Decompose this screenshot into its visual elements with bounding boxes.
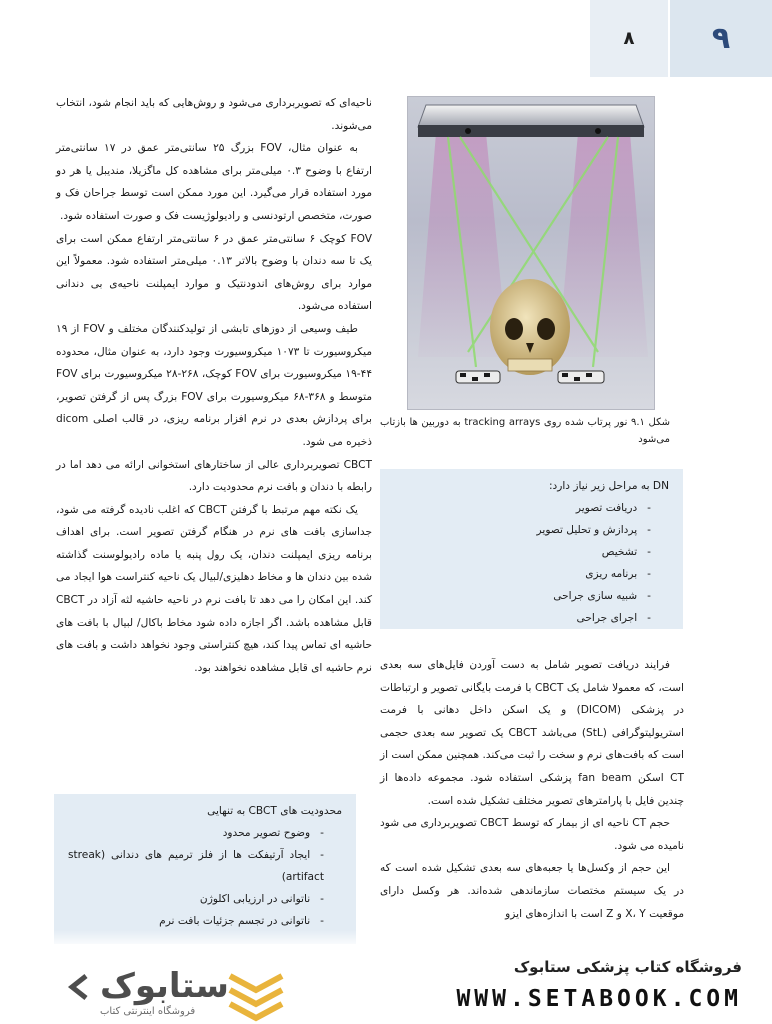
steps-list xyxy=(394,497,669,629)
limits-box-title: محدودیت های CBCT به تنهایی xyxy=(207,805,342,817)
list-item: - اجرای جراحی xyxy=(394,607,651,629)
book-stack-logo-icon xyxy=(226,966,286,1022)
setabook-logo xyxy=(60,964,300,1024)
paragraph: FOV کوچک ۶ سانتی‌متر عمق در ۶ سانتی‌متر ارتفاع ممکن است برای یک تا سه دندان با وضوح بالاتر ۰.۱۳ میلی‌متر استفاده شود. معمولاً این موارد برای روش‌های اندودنتیک و موارد ایمپلنت ناحیه‌ی بی دندانی استفاده می‌شود. xyxy=(56,232,373,313)
list-item: - شبیه سازی جراحی xyxy=(394,585,651,607)
tracking-figure-image xyxy=(407,96,655,410)
list-item: - وضوح تصویر محدود xyxy=(68,822,324,844)
list-item: - دریافت تصویر xyxy=(394,497,651,519)
paragraph: حجم CT ناحیه ای از بیمار که توسط CBCT تصویربرداری می شود نامیده می شود. xyxy=(380,817,684,852)
list-item: - برنامه ریزی xyxy=(394,563,651,585)
paragraph: طیف وسیعی از دوزهای تابشی از تولیدکنندگان مختلف و FOV از ۱۹ میکروسیورت تا ۱۰۷۳ میکروسیورت وجود دارد، به عنوان مثال، محدوده ۴۴-۱۹ میکروسیورت برای FOV کوچک، ۲۶۸-۲۸ میکروسیورت برای FOV متوسط و ۳۶۸-۶۸ میکروسیورت برای FOV بزرگ پس از گرفتن تصویر، برای پردازش بعدی در نرم افزار برنامه ریزی، در قالب اصلی dicom ذخیره می شود. xyxy=(56,322,373,448)
limitations-list xyxy=(68,822,342,932)
cbct-limitations-box xyxy=(54,794,356,944)
figure-caption: شکل ۹.۱ نور پرتاب شده روی tracking arrays به دوربین ها بازتاب می‌شود xyxy=(380,417,671,445)
logo-subtitle: فروشگاه اینترنتی کتاب xyxy=(100,1006,196,1017)
chevron-left-icon xyxy=(64,972,94,1002)
paragraph: به عنوان مثال، FOV بزرگ ۲۵ سانتی‌متر عمق در ۱۷ سانتی‌متر ارتفاع با وضوح ۰.۳ میلی‌متر برای مشاهده کل ماگزیلا، مندیبل یا هر دو مورد استفاده قرار می‌گیرد. این مورد ممکن است توسط جراحان فک و صورت، متخصص ارتودنسی و رادیولوژیست فک و صورت استفاده شود. xyxy=(56,142,372,222)
skull-tracking-illustration xyxy=(408,97,654,409)
list-item: - پردازش و تحلیل تصویر xyxy=(394,519,651,541)
page-number-right: ۹ xyxy=(670,0,772,77)
list-item: - ایجاد آرتیفکت ها از فلز ترمیم های دندانی (streak artifact) xyxy=(68,844,324,888)
page-header-strip xyxy=(0,0,588,77)
left-text-column xyxy=(380,654,684,925)
logo-wordmark: ستابوک xyxy=(100,966,229,1006)
list-item: - تشخیص xyxy=(394,541,651,563)
right-text-column xyxy=(56,92,372,679)
list-item: - ناتوانی در تجسم جزئیات بافت نرم xyxy=(68,910,324,932)
page-number-left: ۸ xyxy=(590,0,668,77)
store-name: فروشگاه کتاب پزشکی ستابوک xyxy=(513,958,742,976)
steps-box xyxy=(380,469,683,629)
paragraph: یک نکته مهم مرتبط با گرفتن CBCT که اغلب نادیده گرفته می شود، جداسازی بافت های نرم در هنگام گرفتن تصویر است. برای اهداف برنامه ریزی ایمپلنت دندان، یک رول پنبه یا ماده رادیولوسنت گذاشته شده بین دندان ها و مخاط دهلیزی/لبیال یک ناحیه کنتراست هوا ایجاد می کند. این امکان را می دهد تا بافت نرم در ناحیه حاشیه لثه آزاد در CBCT قابل مشاهده باشد. اگر اجازه داده شود مخاط باکال/ لبیال با بافت های حاشیه ای تماس پیدا کند، هیچ کنتراستی وجود نخواهد داشت و بافت های نرم حاشیه ای قابل مشاهده نخواهند بود. xyxy=(55,503,372,674)
paragraph: ناحیه‌ای که تصویربرداری می‌شود و روش‌هایی که باید انجام شود، انتخاب می‌شوند. xyxy=(56,97,372,132)
paragraph: CBCT تصویربرداری عالی از ساختارهای استخوانی ارائه می دهد اما در رابطه با دندان و بافت نرم محدودیت دارد. xyxy=(56,458,372,494)
list-item: - ناتوانی در ارزیابی اکلوژن xyxy=(68,888,324,910)
paragraph: فرایند دریافت تصویر شامل به دست آوردن فایل‌های سه بعدی است، که معمولا شامل یک CBCT با فرمت بایگانی تصویر و ارتباطات در پزشکی (DICOM) و یک اسکن داخل دهانی با فرمت استریولیتوگرافی (StL) می‌باشد CBCT یک تصویر سه بعدی حجمی است که بافت‌های نرم و سخت را ثبت می‌کند. همچنین ممکن است از CT اسکن fan beam پزشکی استفاده شود. مجموعه داده‌ها از چندین فایل با پارامترهای تصویر مختلف تشکیل شده است. xyxy=(380,659,684,807)
paragraph: این حجم از وکسل‌ها یا جعبه‌های سه بعدی تشکیل شده است که در یک سیستم مختصات سازماندهی شده‌اند. هر وکسل دارای موقعیت X، Y و Z است با اندازه‌های ایزو xyxy=(380,862,684,920)
steps-box-title: DN به مراحل زیر نیاز دارد: xyxy=(548,480,669,492)
store-url[interactable]: WWW.SETABOOK.COM xyxy=(456,986,742,1012)
